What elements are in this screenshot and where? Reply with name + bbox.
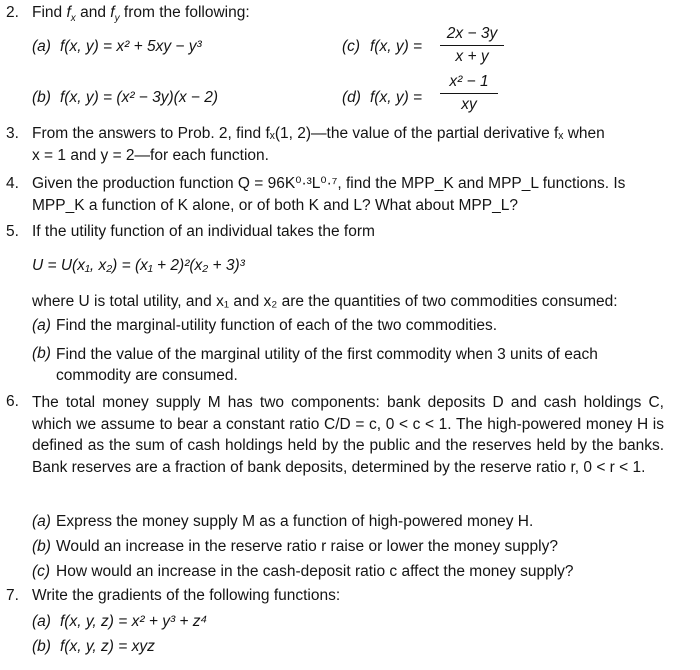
problem-3-number: 3. xyxy=(6,125,19,142)
p2-c-lhs: f(x, y) = xyxy=(370,38,423,55)
problem-2-stem: Find $f_x$ and $f_y$ from the following: xyxy=(32,4,250,24)
p5-b-text: Find the value of the marginal utility of the first commodity when 3 units of each commodity are consumed. xyxy=(56,346,598,384)
p2-b-label: (b) xyxy=(32,89,51,106)
p5-a-label: (a) xyxy=(32,317,51,334)
p2-c-numerator: 2x − 3y xyxy=(446,25,498,42)
p7-a-label: (a) xyxy=(32,613,51,630)
problem-3-line-1: From the answers to Prob. 2, find fₓ(1, 2)—the value of the partial derivative fₓ when xyxy=(32,125,605,142)
p6-a-label: (a) xyxy=(32,513,51,530)
problem-5-line-2: where U is total utility, and x₁ and x₂ are the quantities of two commodities consumed: xyxy=(32,293,618,310)
fraction-bar xyxy=(440,45,504,46)
problem-7-number: 7. xyxy=(6,587,19,604)
p2-c-label: (c) xyxy=(342,38,361,55)
p2-d-fraction xyxy=(440,72,498,115)
p2-c-fraction xyxy=(440,24,504,67)
p2-a-expression: f(x, y) = x² + 5xy − y³ xyxy=(60,38,202,55)
p7-b-label: (b) xyxy=(32,638,51,655)
p2-c-denominator: x + y xyxy=(455,48,489,65)
p7-b-expression: f(x, y, z) = xyz xyxy=(60,638,155,655)
fraction-bar xyxy=(440,93,498,94)
p5-a-text: Find the marginal-utility function of each of the two commodities. xyxy=(56,317,498,334)
p6-b-text: Would an increase in the reserve ratio r raise or lower the money supply? xyxy=(56,538,558,555)
p6-c-label: (c) xyxy=(32,563,51,580)
p2-d-lhs: f(x, y) = xyxy=(370,89,423,106)
p6-b-label: (b) xyxy=(32,538,51,555)
problem-2-number: 2. xyxy=(6,4,19,21)
p2-b-expression: f(x, y) = (x² − 3y)(x − 2) xyxy=(60,89,219,106)
p7-a-expression: f(x, y, z) = x² + y³ + z⁴ xyxy=(60,613,208,630)
problem-7-intro: Write the gradients of the following functions: xyxy=(32,587,341,604)
problem-6-number: 6. xyxy=(6,393,19,410)
p2-d-denominator: xy xyxy=(461,96,477,113)
p2-a-label: (a) xyxy=(32,38,51,55)
p5-b-label: (b) xyxy=(32,345,51,362)
p6-a-text: Express the money supply M as a function of high-powered money H. xyxy=(56,513,534,530)
problem-5-equation: U = U(x₁, x₂) = (x₁ + 2)²(x₂ + 3)³ xyxy=(32,257,245,274)
problem-3-line-2: x = 1 and y = 2—for each function. xyxy=(32,147,269,164)
problem-4-number: 4. xyxy=(6,175,19,192)
p2-d-numerator: x² − 1 xyxy=(449,73,489,90)
problem-5-intro: If the utility function of an individual takes the form xyxy=(32,223,375,240)
problem-6-text: The total money supply M has two components: bank deposits D and cash holdings C, which we assume to bear a constant ratio C/D = c, 0 < c < 1. The high-powered money H is defined as the sum of cash holdings held by the public and the reserves held by the banks. Bank reserves are a fraction of bank deposits, determined by the reserve ratio r, 0 < r < 1. xyxy=(32,394,664,476)
problem-5-number: 5. xyxy=(6,223,19,240)
p2-d-label: (d) xyxy=(342,89,361,106)
p6-c-text: How would an increase in the cash-deposit ratio c affect the money supply? xyxy=(56,563,574,580)
problem-4-line-2: MPP_K a function of K alone, or of both K and L? What about MPP_L? xyxy=(32,197,518,214)
problem-4-line-1: Given the production function Q = 96K⁰·³L⁰·⁷, find the MPP_K and MPP_L functions. Is xyxy=(32,175,626,192)
